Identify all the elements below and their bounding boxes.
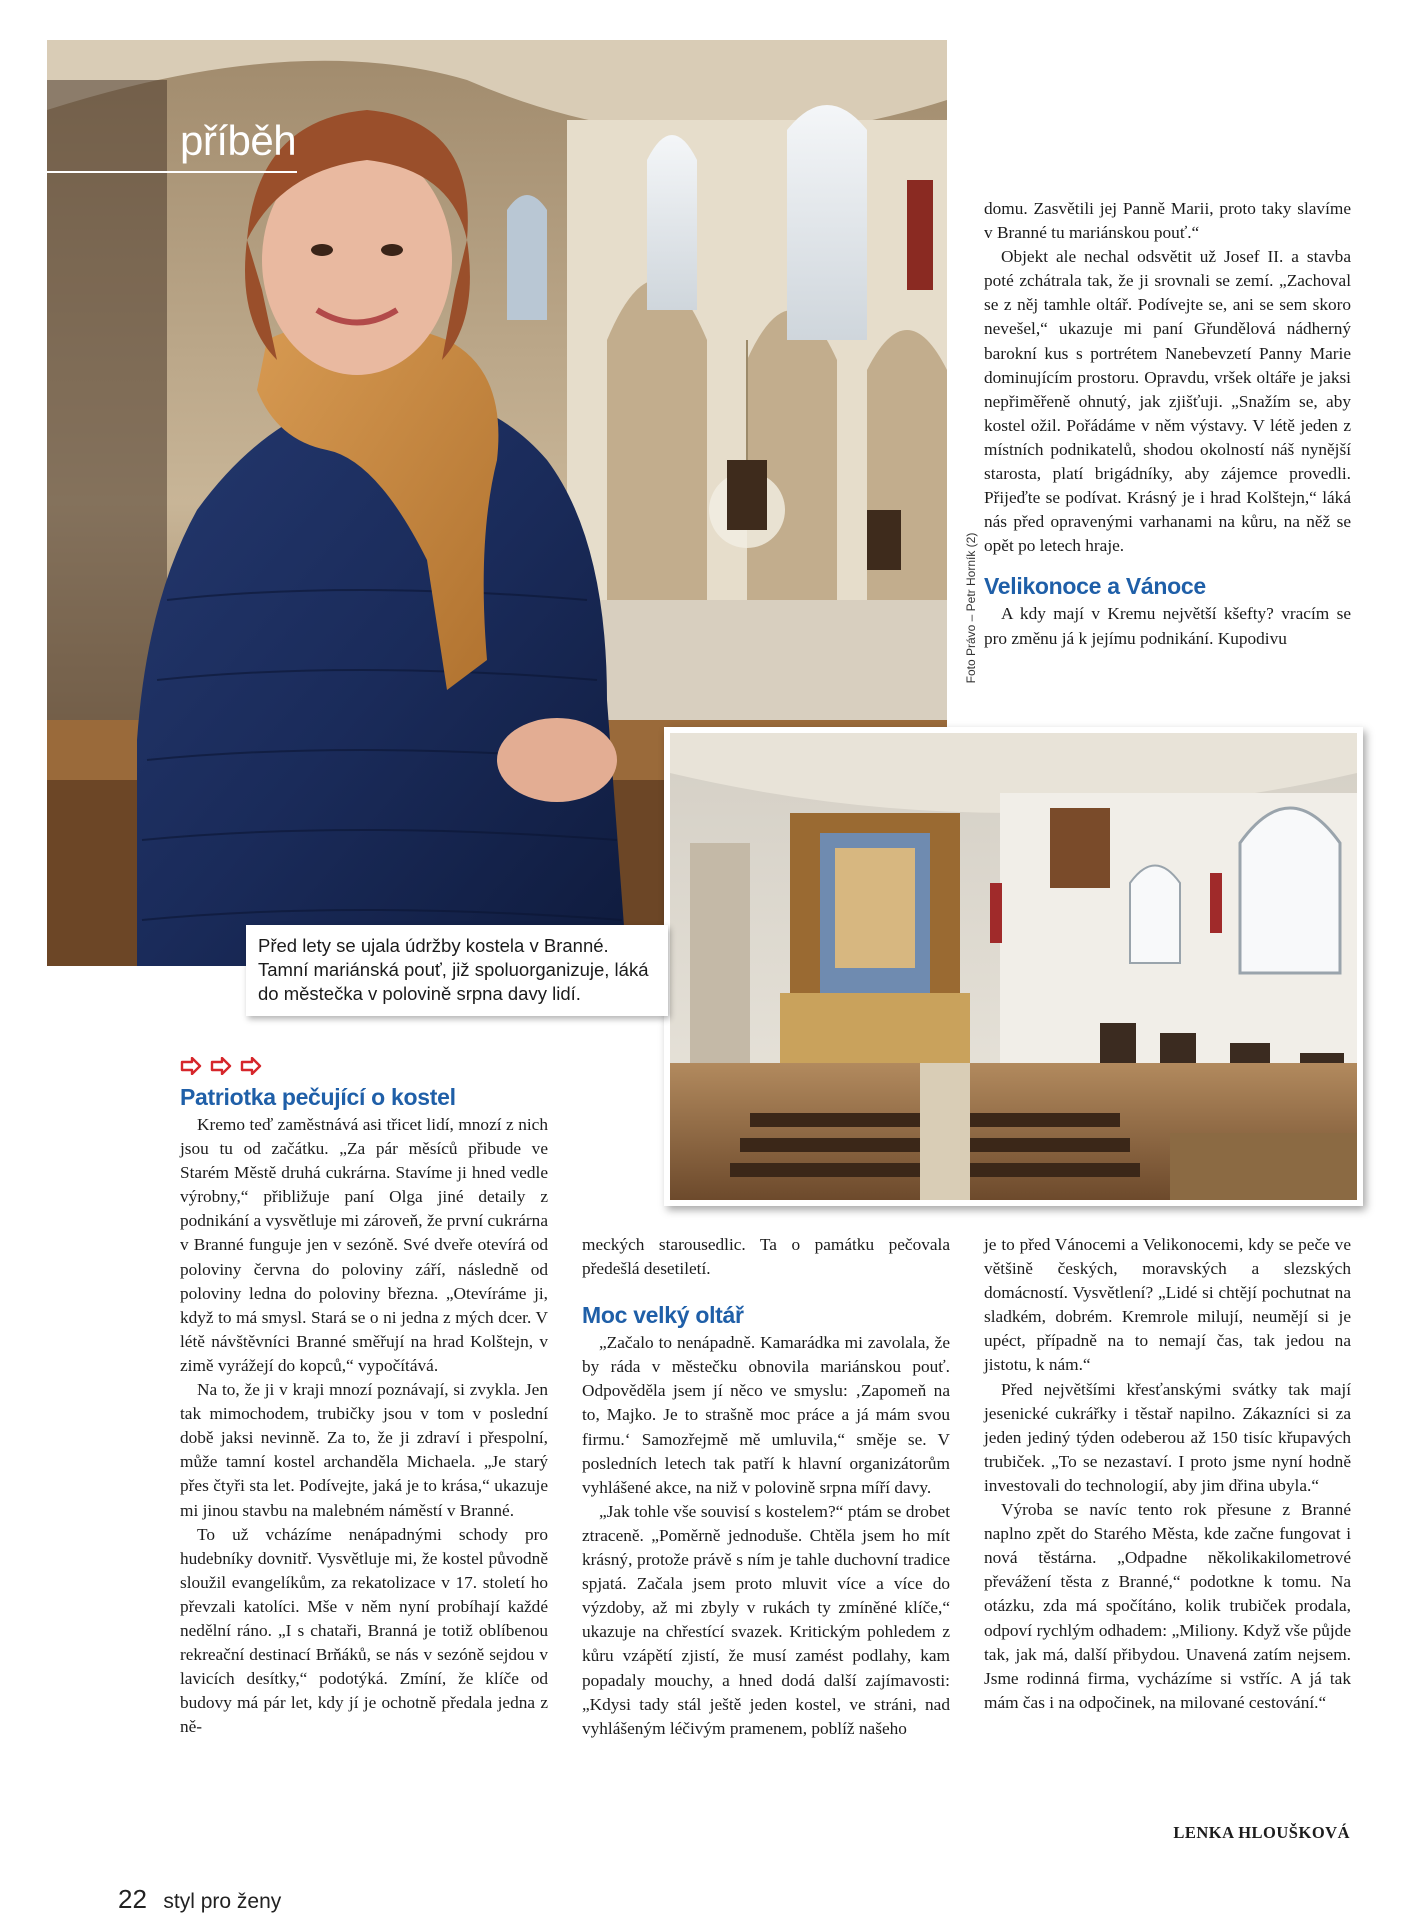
subheading-velikonoce: Velikonoce a Vánoce — [984, 573, 1206, 600]
page-number: 22 — [118, 1884, 147, 1914]
article-column-3-bottom — [984, 1233, 1351, 1715]
subheading-patriotka: Patriotka pečující o kostel — [180, 1084, 456, 1110]
photo-caption-text: Před lety se ujala údržby kostela v Branné. Tamní mariánská pouť, již spoluorganizuje, láká do městečka v polovině srpna davy lidí. — [258, 935, 649, 1004]
paragraph: Před největšími křesťanskými svátky tak mají jesenické cukrářky i těstař napilno. Zákazníci si za jeden jediný týden odeberou až 150 tisíc křupavých trubiček. „To se nezastaví. I proto jsme nyní hodně investovali do technologií, aby jim dřina ubyla.“ — [984, 1379, 1351, 1495]
magazine-name: styl pro ženy — [163, 1890, 282, 1913]
paragraph: Na to, že ji v kraji mnozí poznávají, si zvykla. Jen tak mimochodem, trubičky jsou v tom v poslední době jaksi nevinně. Za to, že ji zdraví i přespolní, může tamní kostel archanděla Michaela. „Je starý přes čtyři sta let. Podívejte, jaká je to krása,“ ukazuje mi jinou stavbu na malebném náměstí v Branné. — [180, 1380, 548, 1520]
arrow-icon — [212, 1058, 230, 1074]
paragraph: Výroba se navíc tento rok přesune z Branné naplno zpět do Starého Města, kde začne fungovat i nová těstárna. „Odpadne několikakilometrové převážení těsta z Branné,“ podotkne k tomu. Na otázku, zda má spočítáno, kolik trubiček prodala, odpoví rychlým odhadem: „Miliony. Když vše půjde tak, jak má, další přibydou. Unavená zatím nejsem. Jsme rodinná firma, vycházíme si vstříc. A já tak mám čas i na odpočinek, na milované cestování.“ — [984, 1500, 1351, 1712]
page-folio — [118, 1884, 468, 1914]
kicker-label: příběh — [180, 117, 297, 164]
article-column-1 — [180, 1083, 548, 1739]
photo-caption — [246, 925, 668, 1016]
paragraph: Kremo teď zaměstnává asi třicet lidí, mnozí z nich jsou tu od začátku. „Za pár měsíců přibude ve Starém Městě druhá cukrárna. Stavíme ji hned vedle výrobny,“ přibližuje paní Olga jiné detaily z podnikání a vysvětluje mi zároveň, že první cukrárna v Branné funguje jen v sezóně. Své dveře otevírá od poloviny června do poloviny září, následně od poloviny ledna do poloviny března. „Otevíráme ji, když to má smysl. Stará se o ni jedna z mých dcer. V létě návštěvníci Branné směřují na hrad Kolštejn, v zimě vyrážejí do kopců,“ vypočítává. — [180, 1115, 548, 1375]
arrow-icon — [182, 1058, 200, 1074]
paragraph: Objekt ale nechal odsvětit už Josef II. a stavba poté zchátrala tak, že ji srovnali se zemí. „Zachoval se z něj tamhle oltář. Podívejte se, ani se sem skoro nevešel,“ ukazuje mi paní Gřundělová nádherný barokní kus s portrétem Nanebevzetí Panny Marie dominujícím prostoru. Opravdu, vršek oltáře je jaksi nepřiměřeně ohnutý, jak zjišťuji. „Snažím se, aby kostel ožil. Pořádáme v něm výstavy. V létě jeden z místních podnikatelů, shodou okolností náš nynější starosta, platí brigádníky, aby zájemce provedli. Přijeďte se podívat. Krásný je i hrad Kolštejn,“ láká nás před opravenými varhanami na kůru, na něž se opět po letech hraje. — [984, 247, 1351, 556]
paragraph: meckých starousedlic. Ta o památku pečovala předešlá desetiletí. — [582, 1235, 950, 1279]
arrow-icon — [242, 1058, 260, 1074]
paragraph: „Jak tohle vše souvisí s kostelem?“ ptám se drobet ztraceně. „Poměrně jednoduše. Chtěla jsem ho mít krásný, protože právě s ním je tahle duchovní tradice spjatá. Začala jsem proto mluvit více a více do výzdoby, až mi zbyly v rukách ty zmíněné klíče,“ ukazuje na chřestící svazek. Kritickým pohledem z kůru vzápětí zjistí, že musí zamést podlahy, kam popadaly mouchy, a hned dodá další zajímavosti: „Kdysi tady stál ještě jeden kostel, ve stráni, nad vyhlášeným léčivým pramenem, poblíž našeho — [582, 1501, 950, 1738]
section-arrows — [180, 1057, 270, 1075]
article-column-2 — [582, 1233, 950, 1741]
paragraph: A kdy mají v Kremu největší kšefty? vracím se pro změnu já k jejímu podnikání. Kupodivu — [984, 604, 1351, 648]
photo-credit — [964, 528, 982, 688]
paragraph: To už vcházíme nenápadnými schody pro hudebníky dovnitř. Vysvětluje mi, že kostel původně sloužil evangelíkům, za rekatolizace v 17. století ho převzali katolíci. Mše v něm nyní probíhají každé nedělní ráno. „I s chataři, Branná je totiž oblíbenou rekreační destinací Brňáků, se nás v sezóně sejdou v lavicích desítky,“ podotýká. Zmíní, že klíče od budovy má pár let, kdy jí je ochotně předala jedna z ně- — [180, 1524, 548, 1737]
church-interior-photo — [664, 727, 1363, 1206]
section-kicker — [47, 111, 297, 173]
author-signature: LENKA HLOUŠKOVÁ — [1173, 1823, 1350, 1842]
photo-credit-text: Foto Právo – Petr Horník (2) — [964, 532, 978, 684]
article-column-3-top — [984, 197, 1351, 651]
paragraph: „Začalo to nenápadně. Kamarádka mi zavolala, že by ráda v městečku obnovila mariánskou pouť. Odpověděla jsem jí něco ve smyslu: ‚Zapomeň na to, Majko. Je to strašně moc práce a já mám svou firmu.‘ Samozřejmě mě umluvila,“ směje se. V posledních letech tak patří k hlavní organizátorům vyhlášené akce, na niž v polovině srpna míří davy. — [582, 1333, 950, 1497]
paragraph: domu. Zasvětili jej Panně Marii, proto taky slavíme v Branné tu mariánskou pouť.“ — [984, 199, 1351, 243]
paragraph: je to před Vánocemi a Velikonocemi, kdy se peče ve většině českých, moravských a slezských domácností. Vysvětlení? „Lidé si chtějí pochutnat na sladkém, dobrém. Kremrole milují, neumějí si je upéct, případně na to nemají čas, tak jedou na jistotu, k nám.“ — [984, 1235, 1351, 1375]
subheading-oltar: Moc velký oltář — [582, 1302, 744, 1329]
